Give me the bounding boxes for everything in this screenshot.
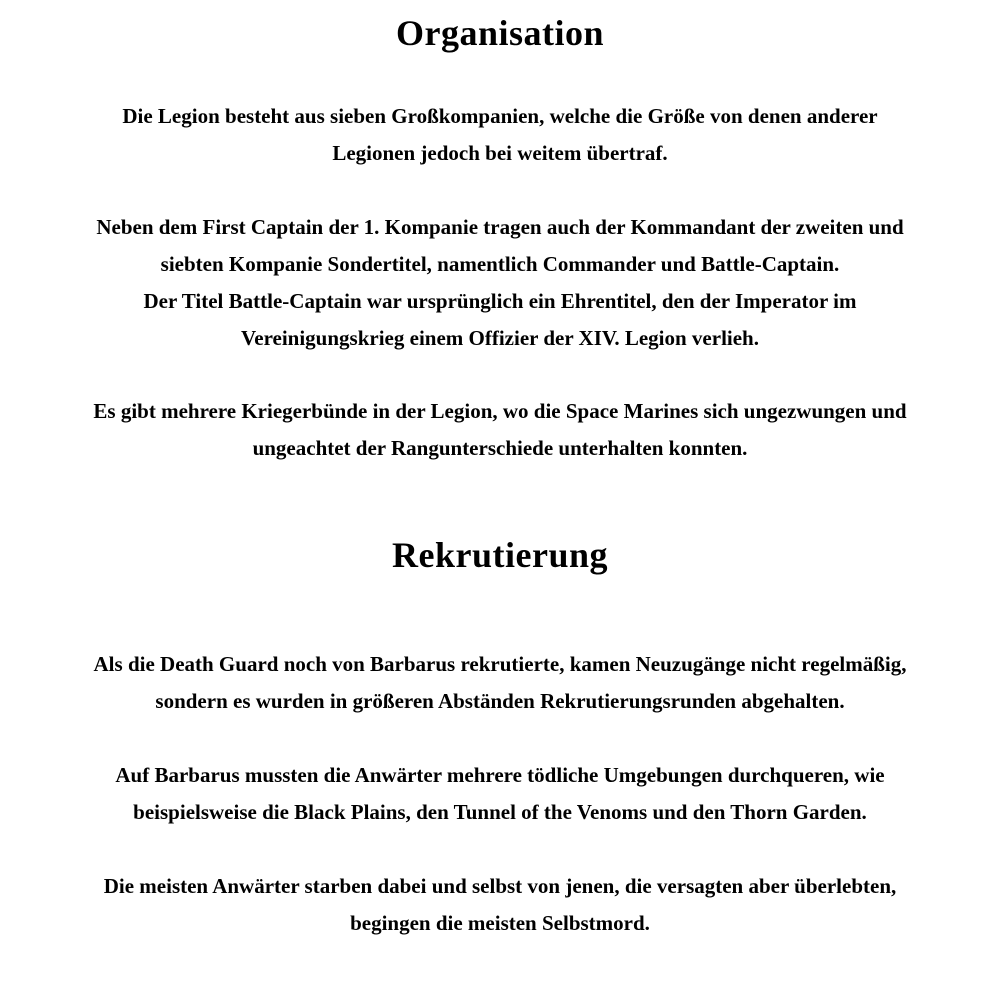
section-heading-organisation: Organisation: [395, 13, 605, 53]
section-heading-rekrutierung: Rekrutierung: [392, 535, 608, 575]
text-line: Der Titel Battle-Captain war ursprünglich ein Ehrentitel, den der Imperator im: [143, 289, 857, 313]
text-line: Neben dem First Captain der 1. Kompanie tragen auch der Kommandant der zweiten und: [96, 215, 904, 239]
text-line: begingen die meisten Selbstmord.: [350, 911, 650, 935]
text-line: Es gibt mehrere Kriegerbünde in der Legion, wo die Space Marines sich ungezwungen und: [93, 399, 907, 423]
text-line: Legionen jedoch bei weitem übertraf.: [332, 141, 668, 165]
text-line: sondern es wurden in größeren Abständen Rekrutierungsrunden abgehalten.: [155, 689, 845, 713]
text-line: Als die Death Guard noch von Barbarus rekrutierte, kamen Neuzugänge nicht regelmäßig,: [93, 652, 907, 676]
paragraph-organisation-1: [6, 98, 994, 172]
paragraph-organisation-2: [6, 209, 994, 357]
text-line: Vereinigungskrieg einem Offizier der XIV. Legion verlieh.: [241, 326, 759, 350]
text-line: beispielsweise die Black Plains, den Tunnel of the Venoms und den Thorn Garden.: [133, 800, 867, 824]
text-line: Auf Barbarus mussten die Anwärter mehrere tödliche Umgebungen durchqueren, wie: [115, 763, 885, 787]
paragraph-rekrutierung-1: [6, 646, 994, 720]
paragraph-rekrutierung-3: [6, 868, 994, 942]
text-line: Die Legion besteht aus sieben Großkompanien, welche die Größe von denen anderer: [122, 104, 878, 128]
text-line: Die meisten Anwärter starben dabei und selbst von jenen, die versagten aber überlebten,: [103, 874, 897, 898]
text-line: siebten Kompanie Sondertitel, namentlich Commander und Battle-Captain.: [160, 252, 840, 276]
paragraph-rekrutierung-2: [6, 757, 994, 831]
text-line: ungeachtet der Rangunterschiede unterhalten konnten.: [252, 436, 748, 460]
paragraph-organisation-3: [6, 393, 994, 467]
